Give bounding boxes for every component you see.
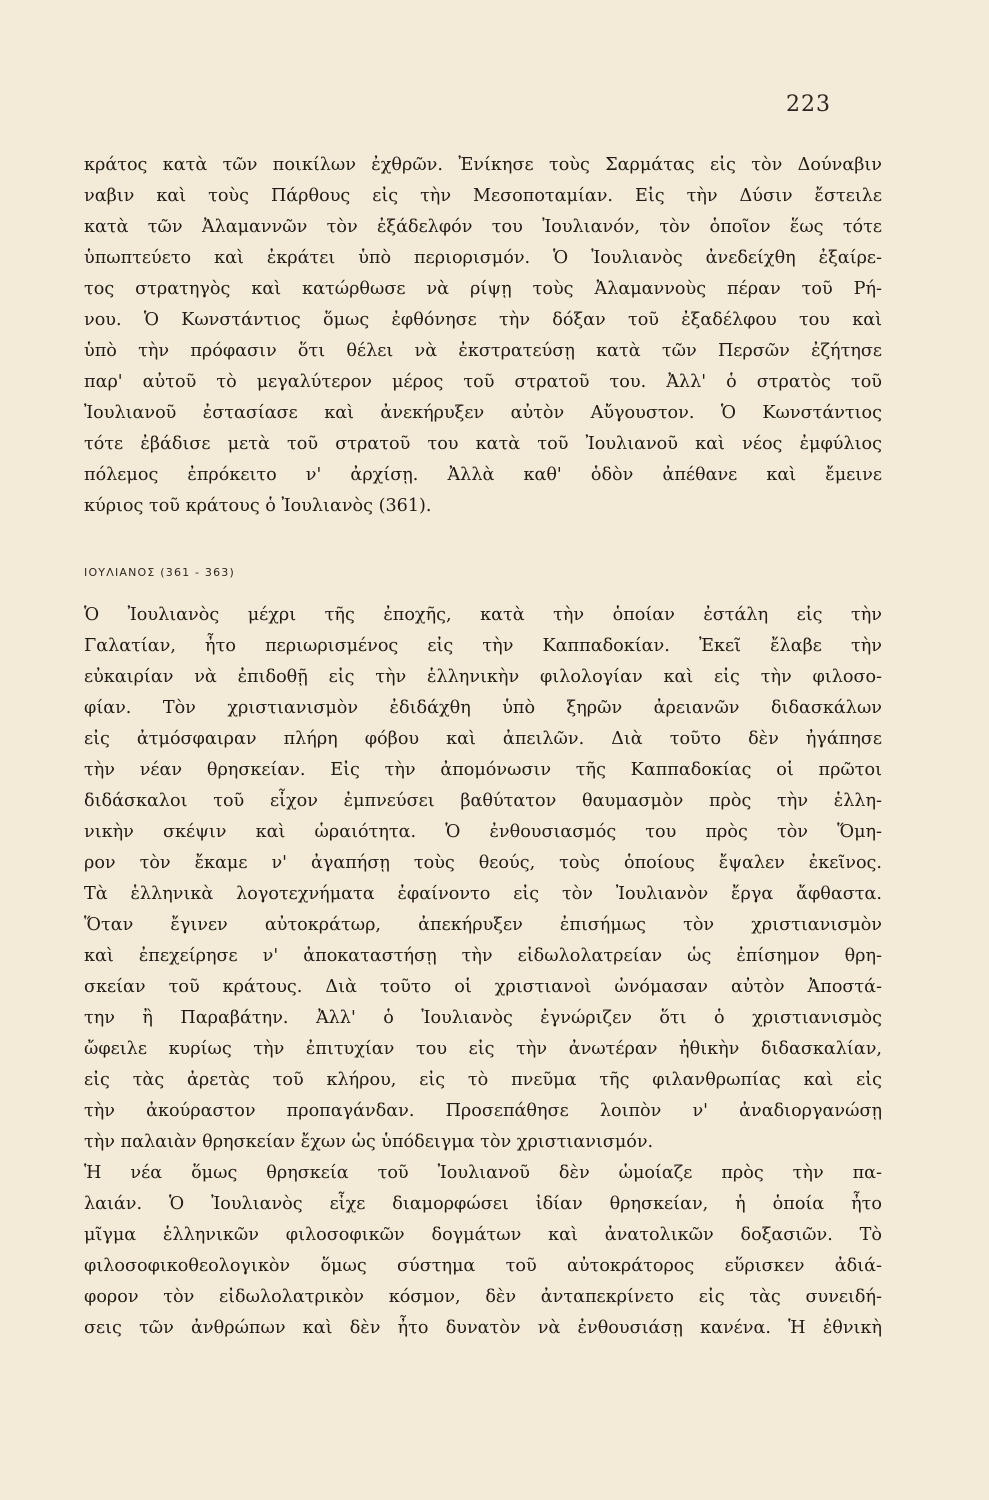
text-line: σεις τῶν ἀνθρώπων καὶ δὲν ἦτο δυνατὸν νὰ ἐνθουσιάσῃ κανένα. Ἡ ἐθνικὴ xyxy=(84,1318,882,1338)
text-line: ναβιν καὶ τοὺς Πάρθους εἰς τὴν Μεσοποταμίαν. Εἰς τὴν Δύσιν ἔστειλε xyxy=(84,186,882,206)
text-line: Ὁ Ἰουλιανὸς μέχρι τῆς ἐποχῆς, κατὰ τὴν ὁποίαν ἐστάλη εἰς τὴν xyxy=(84,605,882,625)
text-line: Ἰουλιανοῦ ἐστασίασε καὶ ἀνεκήρυξεν αὐτὸν Αὔγουστον. Ὁ Κωνστάντιος xyxy=(84,403,882,423)
text-line: τὴν ἀκούραστον προπαγάνδαν. Προσεπάθησε λοιπὸν ν' ἀναδιοργανώσῃ xyxy=(84,1101,882,1121)
paragraph-1 xyxy=(84,150,882,522)
text-line: σκείαν τοῦ κράτους. Διὰ τοῦτο οἱ χριστιανοὶ ὠνόμασαν αὐτὸν Ἀποστά- xyxy=(84,977,882,997)
page-number: 223 xyxy=(786,92,831,117)
text-line: κράτος κατὰ τῶν ποικίλων ἐχθρῶν. Ἐνίκησε τοὺς Σαρμάτας εἰς τὸν Δούναβιν xyxy=(84,155,882,175)
text-line: Ἡ νέα ὅμως θρησκεία τοῦ Ἰουλιανοῦ δὲν ὡμοίαζε πρὸς τὴν πα- xyxy=(84,1163,882,1183)
text-line: ὑπὸ τὴν πρόφασιν ὅτι θέλει νὰ ἐκστρατεύσῃ κατὰ τῶν Περσῶν ἐζήτησε xyxy=(84,341,882,361)
text-line: Γαλατίαν, ἦτο περιωρισμένος εἰς τὴν Καππαδοκίαν. Ἐκεῖ ἔλαβε τὴν xyxy=(84,636,882,656)
text-line: τὴν νέαν θρησκείαν. Εἰς τὴν ἀπομόνωσιν τῆς Καππαδοκίας οἱ πρῶτοι xyxy=(84,760,882,780)
text-line: τὴν παλαιὰν θρησκείαν ἔχων ὡς ὑπόδειγμα τὸν χριστιανισμόν. xyxy=(84,1132,654,1152)
text-line: κατὰ τῶν Ἀλαμαννῶν τὸν ἐξάδελφόν του Ἰουλιανόν, τὸν ὁποῖον ἕως τότε xyxy=(84,217,882,237)
text-line: νικὴν σκέψιν καὶ ὡραιότητα. Ὁ ἐνθουσιασμός του πρὸς τὸν Ὅμη- xyxy=(84,822,882,842)
text-line: φιλοσοφικοθεολογικὸν ὅμως σύστημα τοῦ αὐτοκράτορος εὕρισκεν ἀδιά- xyxy=(84,1256,882,1276)
section-heading: ΙΟΥΛΙΑΝΟΣ (361 - 363) xyxy=(84,566,235,579)
paragraph-2 xyxy=(84,600,882,1344)
text-line: πόλεμος ἐπρόκειτο ν' ἀρχίσῃ. Ἀλλὰ καθ' ὁδὸν ἀπέθανε καὶ ἔμεινε xyxy=(84,465,882,485)
text-line: καὶ ἐπεχείρησε ν' ἀποκαταστήσῃ τὴν εἰδωλολατρείαν ὡς ἐπίσημον θρη- xyxy=(84,946,882,966)
text-line: ὤφειλε κυρίως τὴν ἐπιτυχίαν του εἰς τὴν ἀνωτέραν ἠθικὴν διδασκαλίαν, xyxy=(84,1039,882,1059)
text-line: τος στρατηγὸς καὶ κατώρθωσε νὰ ρίψῃ τοὺς Ἀλαμαννοὺς πέραν τοῦ Ρή- xyxy=(84,279,882,299)
text-line: Ὅταν ἔγινεν αὐτοκράτωρ, ἀπεκήρυξεν ἐπισήμως τὸν χριστιανισμὸν xyxy=(84,915,882,935)
text-line: μῖγμα ἑλληνικῶν φιλοσοφικῶν δογμάτων καὶ ἀνατολικῶν δοξασιῶν. Τὸ xyxy=(84,1225,882,1245)
text-line: την ἢ Παραβάτην. Ἀλλ' ὁ Ἰουλιανὸς ἐγνώριζεν ὅτι ὁ χριστιανισμὸς xyxy=(84,1008,882,1028)
text-line: φορον τὸν εἰδωλολατρικὸν κόσμον, δὲν ἀνταπεκρίνετο εἰς τὰς συνειδή- xyxy=(84,1287,882,1307)
text-line: ρον τὸν ἔκαμε ν' ἀγαπήσῃ τοὺς θεούς, τοὺς ὁποίους ἔψαλεν ἐκεῖνος. xyxy=(84,853,882,873)
text-line: νου. Ὁ Κωνστάντιος ὅμως ἐφθόνησε τὴν δόξαν τοῦ ἐξαδέλφου του καὶ xyxy=(84,310,882,330)
text-line: λαιάν. Ὁ Ἰουλιανὸς εἶχε διαμορφώσει ἰδίαν θρησκείαν, ἡ ὁποία ἦτο xyxy=(84,1194,882,1214)
text-line: εὐκαιρίαν νὰ ἐπιδοθῇ εἰς τὴν ἑλληνικὴν φιλολογίαν καὶ εἰς τὴν φιλοσο- xyxy=(84,667,882,687)
text-line: εἰς τὰς ἀρετὰς τοῦ κλήρου, εἰς τὸ πνεῦμα τῆς φιλανθρωπίας καὶ εἰς xyxy=(84,1070,882,1090)
text-line: διδάσκαλοι τοῦ εἶχον ἐμπνεύσει βαθύτατον θαυμασμὸν πρὸς τὴν ἑλλη- xyxy=(84,791,882,811)
text-line: παρ' αὐτοῦ τὸ μεγαλύτερον μέρος τοῦ στρατοῦ του. Ἀλλ' ὁ στρατὸς τοῦ xyxy=(84,372,882,392)
text-line: ὑπωπτεύετο καὶ ἐκράτει ὑπὸ περιορισμόν. Ὁ Ἰουλιανὸς ἀνεδείχθη ἐξαίρε- xyxy=(84,248,882,268)
text-line: εἰς ἀτμόσφαιραν πλήρη φόβου καὶ ἀπειλῶν. Διὰ τοῦτο δὲν ἠγάπησε xyxy=(84,729,882,749)
text-line: φίαν. Τὸν χριστιανισμὸν ἐδιδάχθη ὑπὸ ξηρῶν ἀρειανῶν διδασκάλων xyxy=(84,698,882,718)
text-line: Τὰ ἑλληνικὰ λογοτεχνήματα ἐφαίνοντο εἰς τὸν Ἰουλιανὸν ἔργα ἄφθαστα. xyxy=(84,884,882,904)
text-line: τότε ἐβάδισε μετὰ τοῦ στρατοῦ του κατὰ τοῦ Ἰουλιανοῦ καὶ νέος ἐμφύλιος xyxy=(84,434,882,454)
text-line: κύριος τοῦ κράτους ὁ Ἰουλιανὸς (361). xyxy=(84,496,432,516)
